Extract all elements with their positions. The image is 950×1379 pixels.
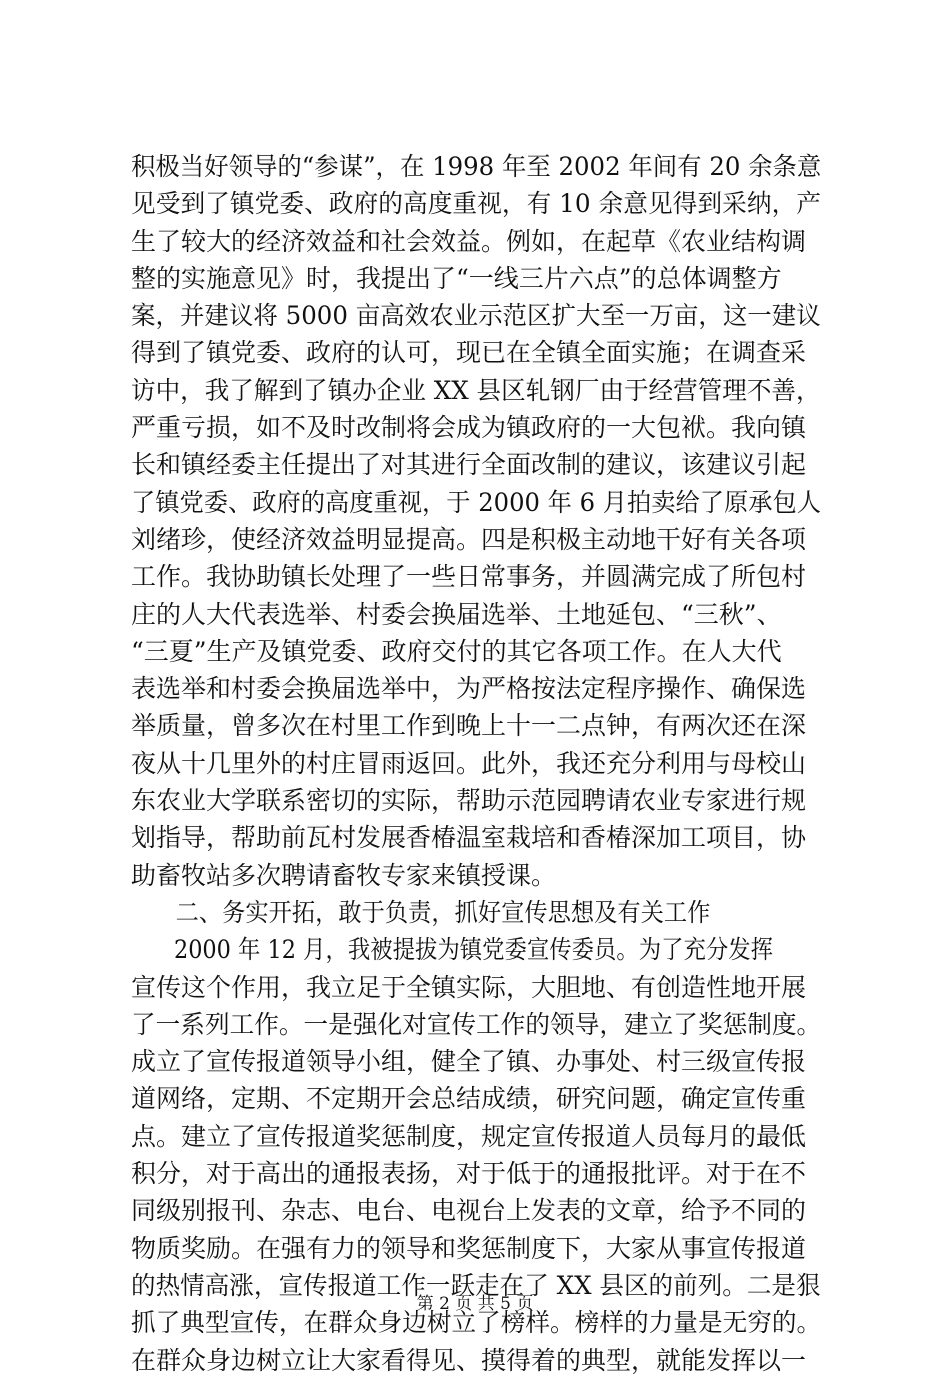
page-footer: 第 2 页 共 5 页 (416, 1294, 534, 1314)
text-line: 物质奖励。在强有力的领导和奖惩制度下，大家从事宣传报道 (131, 1233, 807, 1263)
text-line: 道网络，定期、不定期开会总结成绩，研究问题，确定宣传重 (131, 1084, 807, 1114)
text-line: 生了较大的经济效益和社会效益。例如，在起草《农业结构调 (131, 226, 807, 256)
text-line: 案，并建议将 5000 亩高效农业示范区扩大至一万亩，这一建议 (131, 301, 821, 331)
text-line: 点。建立了宣传报道奖惩制度，规定宣传报道人员每月的最低 (131, 1121, 807, 1151)
document-body (131, 148, 821, 1379)
text-line: “三夏”生产及镇党委、政府交付的其它各项工作。在人大代 (131, 636, 782, 666)
text-line: 成立了宣传报道领导小组，健全了镇、办事处、村三级宣传报 (131, 1047, 807, 1077)
text-line: 积分，对于高出的通报表扬，对于低于的通报批评。对于在不 (131, 1159, 807, 1189)
text-line: 访中，我了解到了镇办企业 XX 县区轧钢厂由于经营管理不善， (131, 375, 821, 405)
text-line: 划指导，帮助前瓦村发展香椿温室栽培和香椿深加工项目，协 (131, 823, 807, 853)
text-line: 东农业大学联系密切的实际，帮助示范园聘请农业专家进行规 (131, 786, 807, 816)
text-line: 工作。我协助镇长处理了一些日常事务，并圆满完成了所包村 (131, 562, 807, 592)
text-line: 长和镇经委主任提出了对其进行全面改制的建议，该建议引起 (131, 450, 807, 480)
text-line: 夜从十几里外的村庄冒雨返回。此外，我还充分利用与母校山 (131, 748, 807, 778)
text-line: 二、务实开拓，敢于负责，抓好宣传思想及有关工作 (175, 897, 711, 927)
text-line: 得到了镇党委、政府的认可，现已在全镇全面实施；在调查采 (131, 338, 807, 368)
text-line: 了镇党委、政府的高度重视，于 2000 年 6 月拍卖给了原承包人 (131, 487, 821, 517)
text-line: 表选举和村委会换届选举中，为严格按法定程序操作、确保选 (131, 674, 807, 704)
text-line: 的热情高涨，宣传报道工作一跃走在了 XX 县区的前列。二是狠 (131, 1270, 821, 1300)
text-line: 积极当好领导的“参谋”，在 1998 年至 2002 年间有 20 余条意 (131, 152, 822, 181)
text-line: 严重亏损，如不及时改制将会成为镇政府的一大包袱。我向镇 (131, 413, 807, 443)
text-line: 了一系列工作。一是强化对宣传工作的领导，建立了奖惩制度。 (131, 1009, 822, 1039)
text-line: 2000 年 12 月，我被提拔为镇党委宣传委员。为了充分发挥 (173, 935, 773, 965)
text-line: 在群众身边树立让大家看得见、摸得着的典型，就能发挥以一 (131, 1345, 807, 1375)
text-line: 庄的人大代表选举、村委会换届选举、土地延包、“三秋”、 (131, 599, 782, 629)
text-line: 同级别报刊、杂志、电台、电视台上发表的文章，给予不同的 (131, 1196, 807, 1226)
text-line: 抓了典型宣传，在群众身边树立了榜样。榜样的力量是无穷的。 (131, 1308, 822, 1338)
text-line: 刘绪珍，使经济效益明显提高。四是积极主动地干好有关各项 (131, 524, 807, 554)
text-line: 举质量，曾多次在村里工作到晚上十一二点钟，有两次还在深 (131, 711, 807, 741)
text-line: 宣传这个作用，我立足于全镇实际，大胆地、有创造性地开展 (131, 972, 807, 1002)
text-line: 见受到了镇党委、政府的高度重视，有 10 余意见得到采纳，产 (131, 189, 822, 219)
text-line: 助畜牧站多次聘请畜牧专家来镇授课。 (131, 860, 557, 890)
text-line: 整的实施意见》时，我提出了“一线三片六点”的总体调整方 (131, 263, 782, 293)
